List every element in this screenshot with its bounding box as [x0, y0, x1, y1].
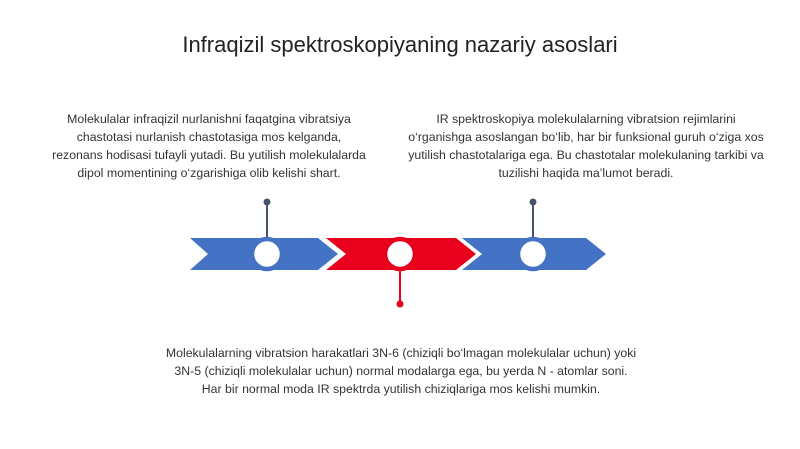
timeline-marker-2 — [385, 239, 415, 269]
timeline-stem-dot-1 — [264, 199, 271, 206]
timeline-stem-dot-3 — [397, 301, 404, 308]
timeline-text-3: Molekulalarning vibratsion harakatlari 3N-6 (chiziqli bo‘lmagan molekulalar uchun) yoki 3N-5 (chiziqli molekulalar uchun) normal modalarga ega, bu yerda N - atomlar soni. Har bir normal moda IR spektrda yutilish chiziqlariga mos kelishi mumkin. — [165, 346, 637, 396]
timeline-text-1: Molekulalar infraqizil nurlanishni faqatgina vibratsiya chastotasi nurlanish chastotasiga mos kelganda, rezonans hodisasi tufayli yutadi. Bu yutilish molekulalarda dipol momentining o‘zgarishiga olib kelishi shart. — [52, 112, 366, 180]
timeline-marker-3 — [518, 239, 548, 269]
timeline-text-2: IR spektroskopiya molekulalarning vibratsion rejimlarini o‘rganishga asoslangan bo‘lib, har bir funksional guruh o‘ziga xos yutilish chastotalariga ega. Bu chastotalar molekulaning tarkibi va tuzilishi haqida ma’lumot beradi. — [408, 112, 764, 180]
timeline-stem-dot-2 — [530, 199, 537, 206]
slide-title: Infraqizil spektroskopiyaning nazariy asoslari — [182, 32, 618, 57]
timeline-marker-1 — [252, 239, 282, 269]
